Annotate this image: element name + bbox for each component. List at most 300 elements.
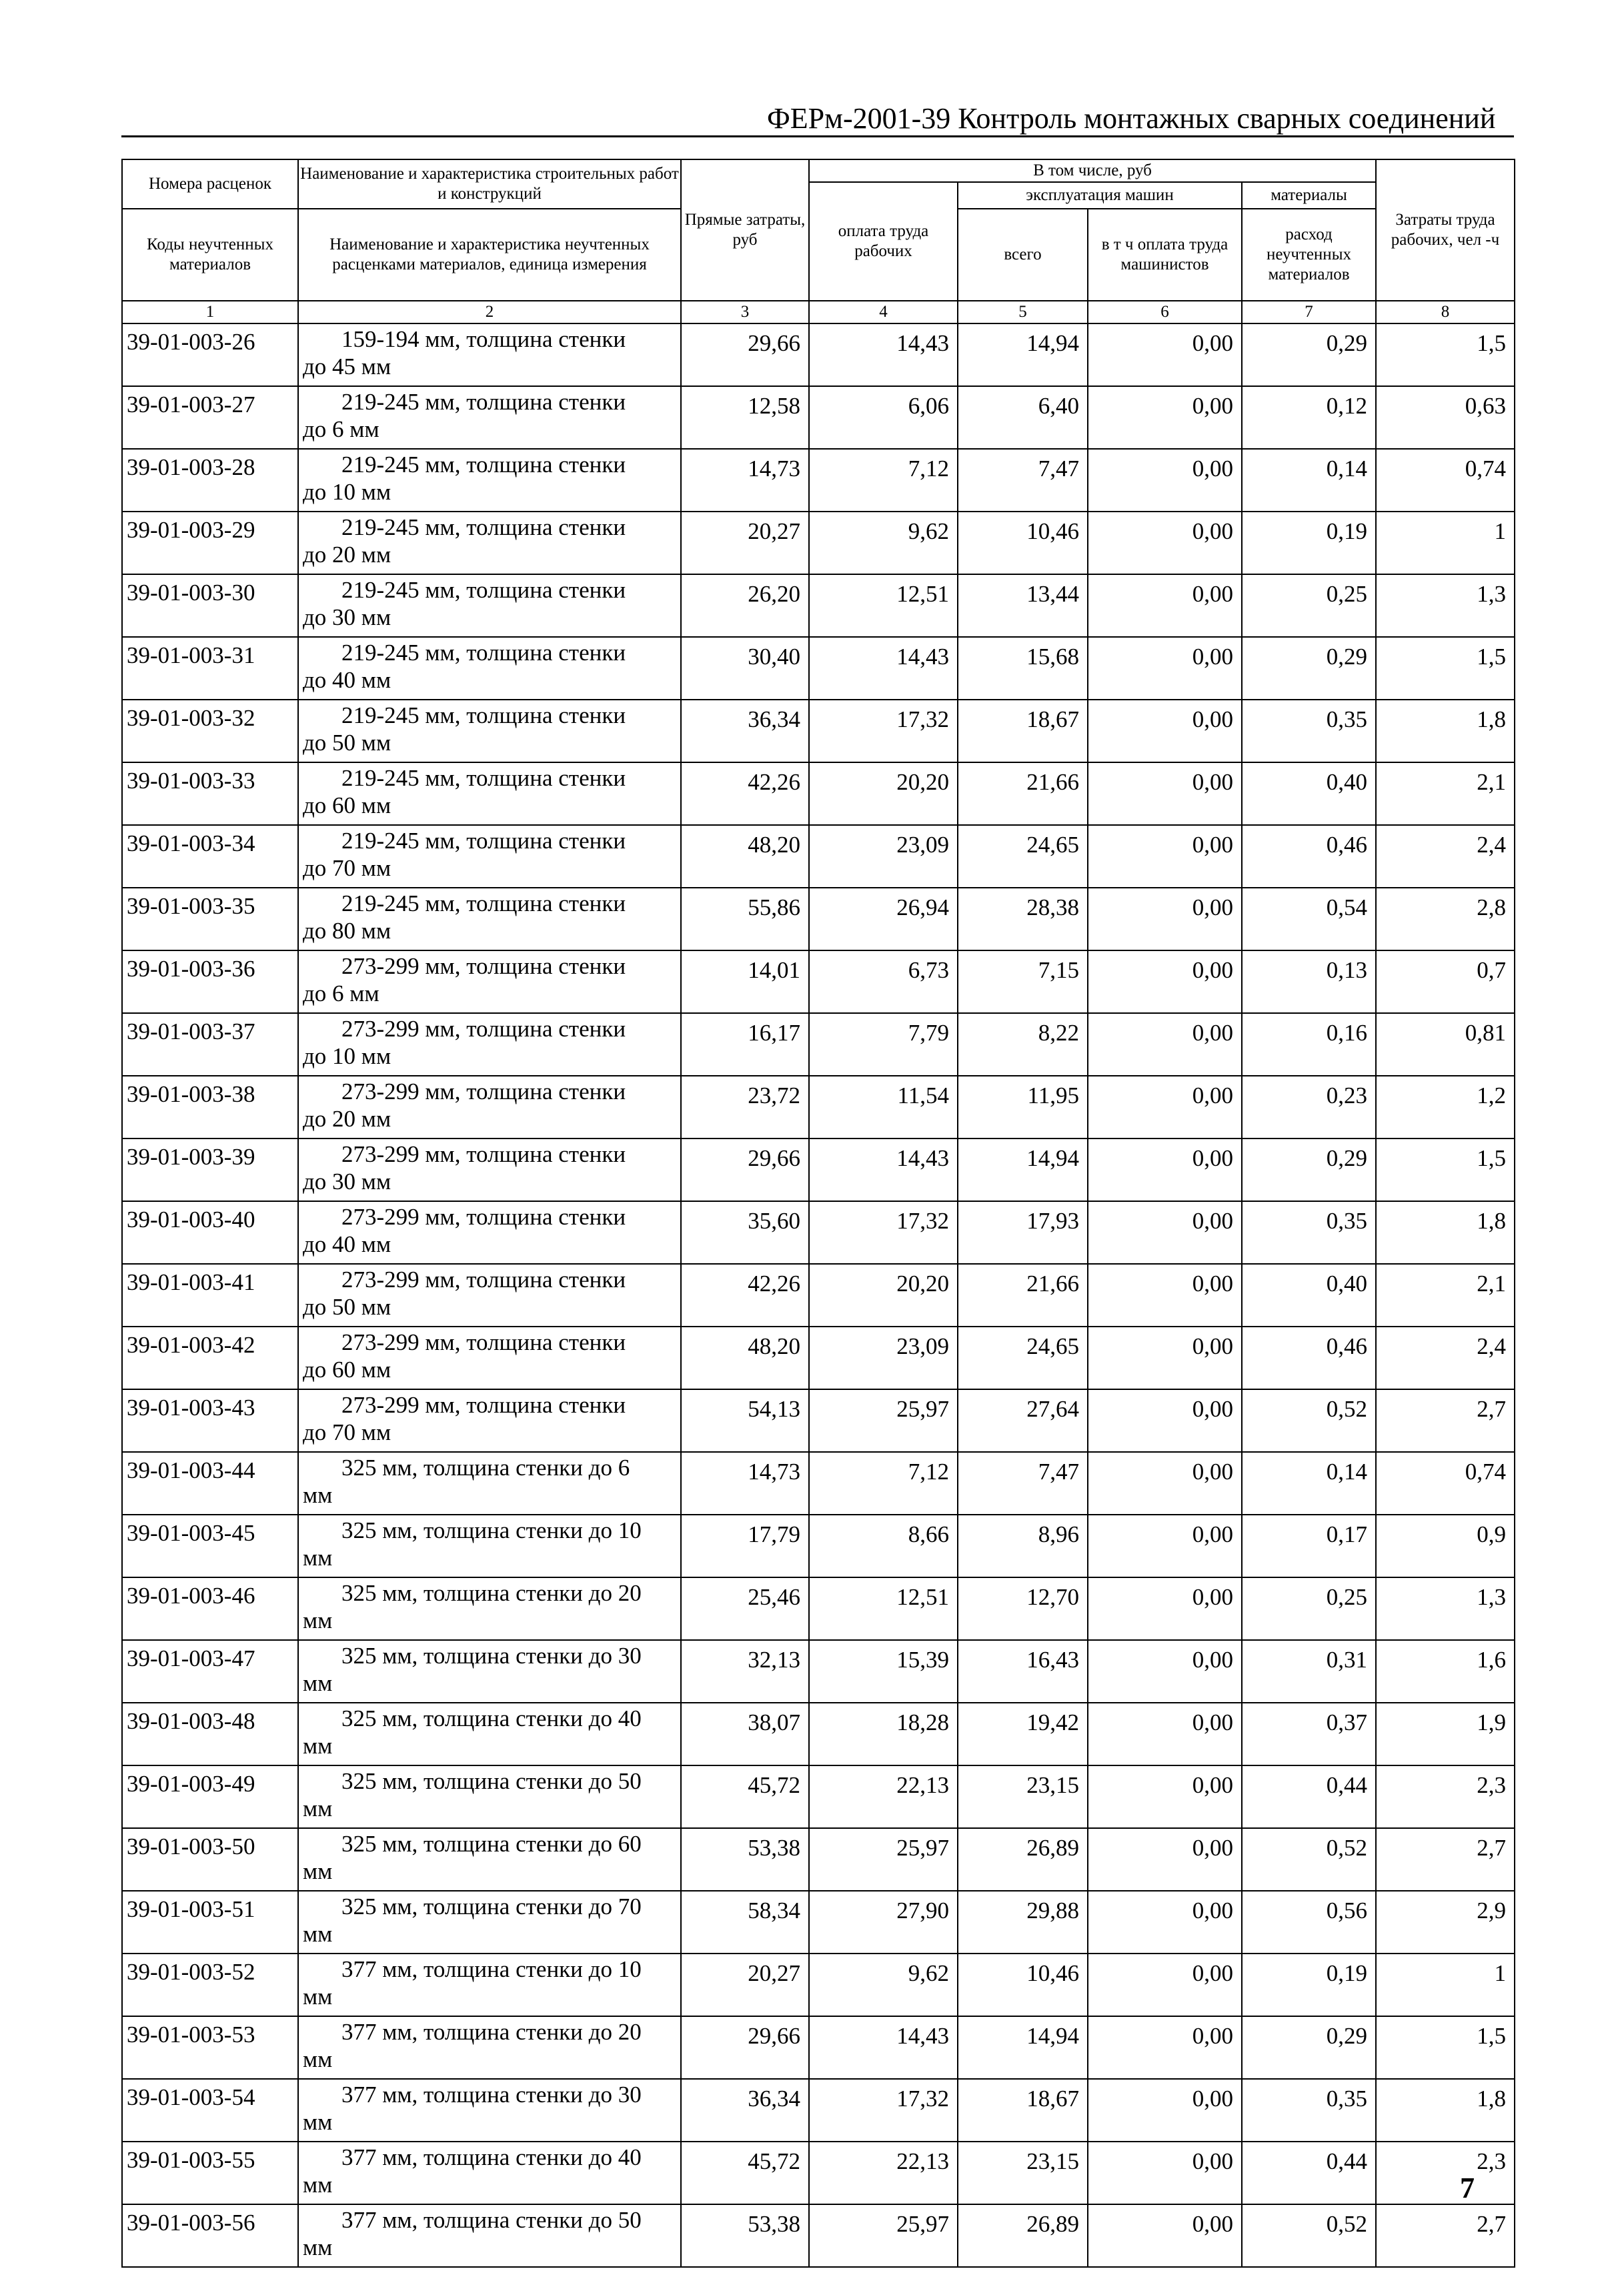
machines-total: 15,68	[958, 637, 1088, 700]
description-line-1: 219-245 мм, толщина стенки	[341, 640, 626, 666]
labor-costs: 0,63	[1376, 386, 1515, 449]
work-description	[298, 2204, 681, 2267]
table-row	[122, 1640, 1515, 1703]
rate-code: 39-01-003-38	[122, 1076, 298, 1138]
description-line-1: 377 мм, толщина стенки до 40	[341, 2144, 642, 2170]
machinist-pay: 0,00	[1088, 1515, 1242, 1577]
rate-code: 39-01-003-56	[122, 2204, 298, 2267]
machines-total: 6,40	[958, 386, 1088, 449]
column-index-row	[122, 301, 1515, 323]
machinist-pay: 0,00	[1088, 2016, 1242, 2079]
table-row	[122, 512, 1515, 574]
machinist-pay: 0,00	[1088, 1577, 1242, 1640]
table-row	[122, 2016, 1515, 2079]
labor-costs: 0,9	[1376, 1515, 1515, 1577]
description-line-2: до 20 мм	[303, 542, 391, 568]
direct-costs: 14,73	[681, 449, 809, 512]
description-line-1: 273-299 мм, толщина стенки	[341, 953, 626, 979]
rate-code: 39-01-003-39	[122, 1138, 298, 1201]
description-line-1: 219-245 мм, толщина стенки	[341, 452, 626, 478]
labor-costs: 1,5	[1376, 637, 1515, 700]
table-row	[122, 825, 1515, 888]
direct-costs: 53,38	[681, 2204, 809, 2267]
labor-costs: 1,8	[1376, 2079, 1515, 2142]
table-row	[122, 449, 1515, 512]
rate-code: 39-01-003-33	[122, 762, 298, 825]
machinist-pay: 0,00	[1088, 1264, 1242, 1327]
table-row	[122, 1515, 1515, 1577]
description-line-2: мм	[303, 2109, 333, 2135]
rate-code: 39-01-003-54	[122, 2079, 298, 2142]
worker-pay: 7,12	[809, 1452, 958, 1515]
table-row	[122, 1389, 1515, 1452]
machines-total: 7,47	[958, 449, 1088, 512]
header-materials: материалы	[1242, 182, 1376, 209]
description-line-1: 219-245 мм, толщина стенки	[341, 828, 626, 854]
machines-total: 7,15	[958, 950, 1088, 1013]
column-index: 3	[681, 301, 809, 323]
labor-costs: 1,6	[1376, 1640, 1515, 1703]
work-description	[298, 1327, 681, 1389]
rate-code: 39-01-003-35	[122, 888, 298, 950]
machinist-pay: 0,00	[1088, 323, 1242, 386]
direct-costs: 29,66	[681, 323, 809, 386]
labor-costs: 1,3	[1376, 1577, 1515, 1640]
description-line-1: 377 мм, толщина стенки до 50	[341, 2207, 642, 2233]
worker-pay: 6,06	[809, 386, 958, 449]
machines-total: 16,43	[958, 1640, 1088, 1703]
header-rate-numbers: Номера расценок	[122, 159, 298, 209]
table-row	[122, 1703, 1515, 1765]
direct-costs: 54,13	[681, 1389, 809, 1452]
machines-total: 8,96	[958, 1515, 1088, 1577]
labor-costs: 1,5	[1376, 1138, 1515, 1201]
direct-costs: 36,34	[681, 2079, 809, 2142]
direct-costs: 14,73	[681, 1452, 809, 1515]
description-line-2: до 60 мм	[303, 792, 391, 818]
labor-costs: 2,7	[1376, 1828, 1515, 1891]
work-description	[298, 700, 681, 762]
work-description	[298, 825, 681, 888]
rate-code: 39-01-003-30	[122, 574, 298, 637]
direct-costs: 58,34	[681, 1891, 809, 1954]
worker-pay: 8,66	[809, 1515, 958, 1577]
machinist-pay: 0,00	[1088, 950, 1242, 1013]
materials-consumption: 0,44	[1242, 2142, 1376, 2204]
labor-costs: 1	[1376, 512, 1515, 574]
page-number: 7	[1460, 2172, 1475, 2204]
materials-consumption: 0,16	[1242, 1013, 1376, 1076]
worker-pay: 9,62	[809, 512, 958, 574]
work-description	[298, 2079, 681, 2142]
work-description	[298, 2142, 681, 2204]
description-line-2: мм	[303, 1607, 333, 1633]
description-line-2: до 40 мм	[303, 667, 391, 693]
rate-code: 39-01-003-44	[122, 1452, 298, 1515]
work-description	[298, 449, 681, 512]
description-line-1: 325 мм, толщина стенки до 50	[341, 1768, 642, 1794]
machines-total: 19,42	[958, 1703, 1088, 1765]
materials-consumption: 0,29	[1242, 637, 1376, 700]
direct-costs: 17,79	[681, 1515, 809, 1577]
column-index: 5	[958, 301, 1088, 323]
machinist-pay: 0,00	[1088, 1013, 1242, 1076]
header-in-total: В том числе, руб	[809, 159, 1376, 182]
rate-code: 39-01-003-43	[122, 1389, 298, 1452]
work-description	[298, 1076, 681, 1138]
work-description	[298, 1138, 681, 1201]
direct-costs: 23,72	[681, 1076, 809, 1138]
materials-consumption: 0,37	[1242, 1703, 1376, 1765]
work-description	[298, 1640, 681, 1703]
table-row	[122, 2142, 1515, 2204]
description-line-2: мм	[303, 1858, 333, 1884]
table-row	[122, 1891, 1515, 1954]
rate-code: 39-01-003-37	[122, 1013, 298, 1076]
description-line-1: 325 мм, толщина стенки до 40	[341, 1705, 642, 1731]
labor-costs: 0,7	[1376, 950, 1515, 1013]
work-description	[298, 1828, 681, 1891]
labor-costs: 2,4	[1376, 825, 1515, 888]
rate-code: 39-01-003-48	[122, 1703, 298, 1765]
table-row	[122, 1201, 1515, 1264]
table-row	[122, 2079, 1515, 2142]
table-row	[122, 1452, 1515, 1515]
machines-total: 13,44	[958, 574, 1088, 637]
worker-pay: 14,43	[809, 2016, 958, 2079]
machines-total: 24,65	[958, 825, 1088, 888]
materials-consumption: 0,25	[1242, 1577, 1376, 1640]
machinist-pay: 0,00	[1088, 512, 1242, 574]
description-line-2: до 6 мм	[303, 980, 379, 1006]
description-line-2: до 30 мм	[303, 1169, 391, 1195]
machinist-pay: 0,00	[1088, 1389, 1242, 1452]
machinist-pay: 0,00	[1088, 1954, 1242, 2016]
description-line-2: мм	[303, 1795, 333, 1821]
machines-total: 28,38	[958, 888, 1088, 950]
machines-total: 21,66	[958, 762, 1088, 825]
materials-consumption: 0,35	[1242, 1201, 1376, 1264]
worker-pay: 14,43	[809, 1138, 958, 1201]
machines-total: 24,65	[958, 1327, 1088, 1389]
description-line-1: 325 мм, толщина стенки до 60	[341, 1831, 642, 1857]
description-line-2: до 10 мм	[303, 1043, 391, 1069]
machines-total: 21,66	[958, 1264, 1088, 1327]
description-line-2: до 40 мм	[303, 1231, 391, 1257]
description-line-2: мм	[303, 2046, 333, 2072]
materials-consumption: 0,52	[1242, 1828, 1376, 1891]
machinist-pay: 0,00	[1088, 1201, 1242, 1264]
description-line-2: мм	[303, 2172, 333, 2198]
rate-code: 39-01-003-51	[122, 1891, 298, 1954]
direct-costs: 38,07	[681, 1703, 809, 1765]
rate-code: 39-01-003-26	[122, 323, 298, 386]
machinist-pay: 0,00	[1088, 1138, 1242, 1201]
worker-pay: 27,90	[809, 1891, 958, 1954]
description-line-1: 325 мм, толщина стенки до 30	[341, 1643, 642, 1669]
materials-consumption: 0,35	[1242, 2079, 1376, 2142]
materials-consumption: 0,46	[1242, 825, 1376, 888]
work-description	[298, 1891, 681, 1954]
worker-pay: 20,20	[809, 762, 958, 825]
description-line-2: до 70 мм	[303, 855, 391, 881]
machinist-pay: 0,00	[1088, 825, 1242, 888]
description-line-2: мм	[303, 1670, 333, 1696]
direct-costs: 35,60	[681, 1201, 809, 1264]
worker-pay: 25,97	[809, 2204, 958, 2267]
machinist-pay: 0,00	[1088, 386, 1242, 449]
worker-pay: 26,94	[809, 888, 958, 950]
description-line-1: 273-299 мм, толщина стенки	[341, 1016, 626, 1042]
machines-total: 26,89	[958, 1828, 1088, 1891]
machinist-pay: 0,00	[1088, 2142, 1242, 2204]
materials-consumption: 0,40	[1242, 1264, 1376, 1327]
materials-consumption: 0,35	[1242, 700, 1376, 762]
description-line-2: до 10 мм	[303, 479, 391, 505]
machinist-pay: 0,00	[1088, 1076, 1242, 1138]
description-line-1: 273-299 мм, толщина стенки	[341, 1204, 626, 1230]
materials-consumption: 0,29	[1242, 2016, 1376, 2079]
work-description	[298, 637, 681, 700]
table-row	[122, 1013, 1515, 1076]
header-direct-costs: Прямые затраты, руб	[681, 159, 809, 301]
description-line-2: до 70 мм	[303, 1419, 391, 1445]
materials-consumption: 0,29	[1242, 323, 1376, 386]
labor-costs: 1,3	[1376, 574, 1515, 637]
direct-costs: 42,26	[681, 762, 809, 825]
table-row	[122, 888, 1515, 950]
table-row	[122, 1828, 1515, 1891]
worker-pay: 23,09	[809, 1327, 958, 1389]
materials-consumption: 0,19	[1242, 1954, 1376, 2016]
description-line-1: 273-299 мм, толщина стенки	[341, 1267, 626, 1293]
materials-consumption: 0,40	[1242, 762, 1376, 825]
direct-costs: 20,27	[681, 1954, 809, 2016]
labor-costs: 2,7	[1376, 2204, 1515, 2267]
materials-consumption: 0,29	[1242, 1138, 1376, 1201]
description-line-1: 325 мм, толщина стенки до 20	[341, 1580, 642, 1606]
header-rule	[121, 135, 1514, 137]
description-line-2: до 60 мм	[303, 1357, 391, 1383]
machines-total: 14,94	[958, 323, 1088, 386]
rate-code: 39-01-003-40	[122, 1201, 298, 1264]
header-material-name: Наименование и характеристика неучтенных расценками материалов, единица измерения	[298, 209, 681, 301]
materials-consumption: 0,44	[1242, 1765, 1376, 1828]
rate-code: 39-01-003-52	[122, 1954, 298, 2016]
materials-consumption: 0,52	[1242, 1389, 1376, 1452]
description-line-2: до 30 мм	[303, 604, 391, 630]
materials-consumption: 0,52	[1242, 2204, 1376, 2267]
work-description	[298, 386, 681, 449]
table-row	[122, 574, 1515, 637]
rate-code: 39-01-003-55	[122, 2142, 298, 2204]
rate-code: 39-01-003-28	[122, 449, 298, 512]
work-description	[298, 1264, 681, 1327]
work-description	[298, 1703, 681, 1765]
table-row	[122, 1765, 1515, 1828]
materials-consumption: 0,19	[1242, 512, 1376, 574]
description-line-2: до 6 мм	[303, 416, 379, 442]
direct-costs: 29,66	[681, 2016, 809, 2079]
labor-costs: 2,8	[1376, 888, 1515, 950]
worker-pay: 23,09	[809, 825, 958, 888]
materials-consumption: 0,54	[1242, 888, 1376, 950]
table-row	[122, 1577, 1515, 1640]
machines-total: 7,47	[958, 1452, 1088, 1515]
work-description	[298, 574, 681, 637]
labor-costs: 1,8	[1376, 1201, 1515, 1264]
machines-total: 17,93	[958, 1201, 1088, 1264]
direct-costs: 48,20	[681, 825, 809, 888]
direct-costs: 32,13	[681, 1640, 809, 1703]
description-line-2: до 20 мм	[303, 1106, 391, 1132]
worker-pay: 22,13	[809, 2142, 958, 2204]
direct-costs: 29,66	[681, 1138, 809, 1201]
description-line-2: до 45 мм	[303, 353, 391, 379]
work-description	[298, 888, 681, 950]
rate-code: 39-01-003-32	[122, 700, 298, 762]
machines-total: 11,95	[958, 1076, 1088, 1138]
rate-code: 39-01-003-47	[122, 1640, 298, 1703]
work-description	[298, 1389, 681, 1452]
description-line-1: 325 мм, толщина стенки до 70	[341, 1893, 642, 1920]
worker-pay: 17,32	[809, 700, 958, 762]
work-description	[298, 762, 681, 825]
work-description	[298, 1954, 681, 2016]
description-line-1: 219-245 мм, толщина стенки	[341, 702, 626, 728]
column-index: 8	[1376, 301, 1515, 323]
table-row	[122, 386, 1515, 449]
description-line-1: 219-245 мм, толщина стенки	[341, 765, 626, 791]
header-machines-total: всего	[958, 209, 1088, 301]
labor-costs: 1,8	[1376, 700, 1515, 762]
work-description	[298, 323, 681, 386]
machines-total: 18,67	[958, 2079, 1088, 2142]
table-row	[122, 1076, 1515, 1138]
machinist-pay: 0,00	[1088, 1828, 1242, 1891]
description-line-2: мм	[303, 2234, 333, 2260]
worker-pay: 6,73	[809, 950, 958, 1013]
materials-consumption: 0,25	[1242, 574, 1376, 637]
machines-total: 27,64	[958, 1389, 1088, 1452]
header-machine-operation: эксплуатация машин	[958, 182, 1242, 209]
rate-code: 39-01-003-53	[122, 2016, 298, 2079]
header-machinist-pay: в т ч оплата труда машинистов	[1088, 209, 1242, 301]
direct-costs: 20,27	[681, 512, 809, 574]
direct-costs: 48,20	[681, 1327, 809, 1389]
description-line-1: 377 мм, толщина стенки до 20	[341, 2019, 642, 2045]
labor-costs: 0,74	[1376, 1452, 1515, 1515]
machinist-pay: 0,00	[1088, 637, 1242, 700]
direct-costs: 36,34	[681, 700, 809, 762]
machinist-pay: 0,00	[1088, 762, 1242, 825]
machinist-pay: 0,00	[1088, 449, 1242, 512]
labor-costs: 1,2	[1376, 1076, 1515, 1138]
header-material-codes: Коды неучтенных материалов	[122, 209, 298, 301]
direct-costs: 42,26	[681, 1264, 809, 1327]
materials-consumption: 0,14	[1242, 1452, 1376, 1515]
machines-total: 23,15	[958, 1765, 1088, 1828]
description-line-1: 219-245 мм, толщина стенки	[341, 514, 626, 540]
description-line-1: 219-245 мм, толщина стенки	[341, 577, 626, 603]
description-line-2: мм	[303, 1921, 333, 1947]
header-work-name: Наименование и характеристика строительных работ и конструкций	[298, 159, 681, 209]
rate-code: 39-01-003-42	[122, 1327, 298, 1389]
page-header-title: ФЕРм-2001-39 Контроль монтажных сварных соединений	[767, 102, 1496, 135]
table-row	[122, 1327, 1515, 1389]
materials-consumption: 0,14	[1242, 449, 1376, 512]
labor-costs: 1,5	[1376, 323, 1515, 386]
worker-pay: 9,62	[809, 1954, 958, 2016]
description-line-1: 325 мм, толщина стенки до 10	[341, 1517, 642, 1543]
worker-pay: 25,97	[809, 1828, 958, 1891]
machinist-pay: 0,00	[1088, 1640, 1242, 1703]
description-line-2: мм	[303, 1733, 333, 1759]
labor-costs: 0,81	[1376, 1013, 1515, 1076]
direct-costs: 14,01	[681, 950, 809, 1013]
worker-pay: 22,13	[809, 1765, 958, 1828]
rate-code: 39-01-003-29	[122, 512, 298, 574]
direct-costs: 55,86	[681, 888, 809, 950]
description-line-1: 219-245 мм, толщина стенки	[341, 389, 626, 415]
worker-pay: 12,51	[809, 1577, 958, 1640]
header-worker-pay: оплата труда рабочих	[809, 182, 958, 301]
worker-pay: 11,54	[809, 1076, 958, 1138]
labor-costs: 0,74	[1376, 449, 1515, 512]
rate-code: 39-01-003-36	[122, 950, 298, 1013]
table-row	[122, 1954, 1515, 2016]
table-row	[122, 1138, 1515, 1201]
machinist-pay: 0,00	[1088, 888, 1242, 950]
direct-costs: 45,72	[681, 1765, 809, 1828]
description-line-2: до 80 мм	[303, 918, 391, 944]
work-description	[298, 2016, 681, 2079]
labor-costs: 2,4	[1376, 1327, 1515, 1389]
work-description	[298, 1515, 681, 1577]
work-description	[298, 1577, 681, 1640]
machinist-pay: 0,00	[1088, 1891, 1242, 1954]
column-index: 4	[809, 301, 958, 323]
description-line-1: 273-299 мм, толщина стенки	[341, 1329, 626, 1355]
direct-costs: 53,38	[681, 1828, 809, 1891]
work-description	[298, 1201, 681, 1264]
materials-consumption: 0,46	[1242, 1327, 1376, 1389]
materials-consumption: 0,23	[1242, 1076, 1376, 1138]
worker-pay: 25,97	[809, 1389, 958, 1452]
worker-pay: 20,20	[809, 1264, 958, 1327]
header-unaccounted-materials: расход неучтенных материалов	[1242, 209, 1376, 301]
machinist-pay: 0,00	[1088, 1703, 1242, 1765]
rates-table	[121, 159, 1515, 2268]
machinist-pay: 0,00	[1088, 1327, 1242, 1389]
work-description	[298, 950, 681, 1013]
table-row	[122, 700, 1515, 762]
materials-consumption: 0,56	[1242, 1891, 1376, 1954]
description-line-1: 273-299 мм, толщина стенки	[341, 1141, 626, 1167]
column-index: 6	[1088, 301, 1242, 323]
labor-costs: 1	[1376, 1954, 1515, 2016]
materials-consumption: 0,12	[1242, 386, 1376, 449]
labor-costs: 2,9	[1376, 1891, 1515, 1954]
rate-code: 39-01-003-41	[122, 1264, 298, 1327]
labor-costs: 1,9	[1376, 1703, 1515, 1765]
labor-costs: 2,3	[1376, 2142, 1515, 2204]
worker-pay: 7,79	[809, 1013, 958, 1076]
table-row	[122, 323, 1515, 386]
work-description	[298, 1765, 681, 1828]
direct-costs: 30,40	[681, 637, 809, 700]
rate-code: 39-01-003-50	[122, 1828, 298, 1891]
